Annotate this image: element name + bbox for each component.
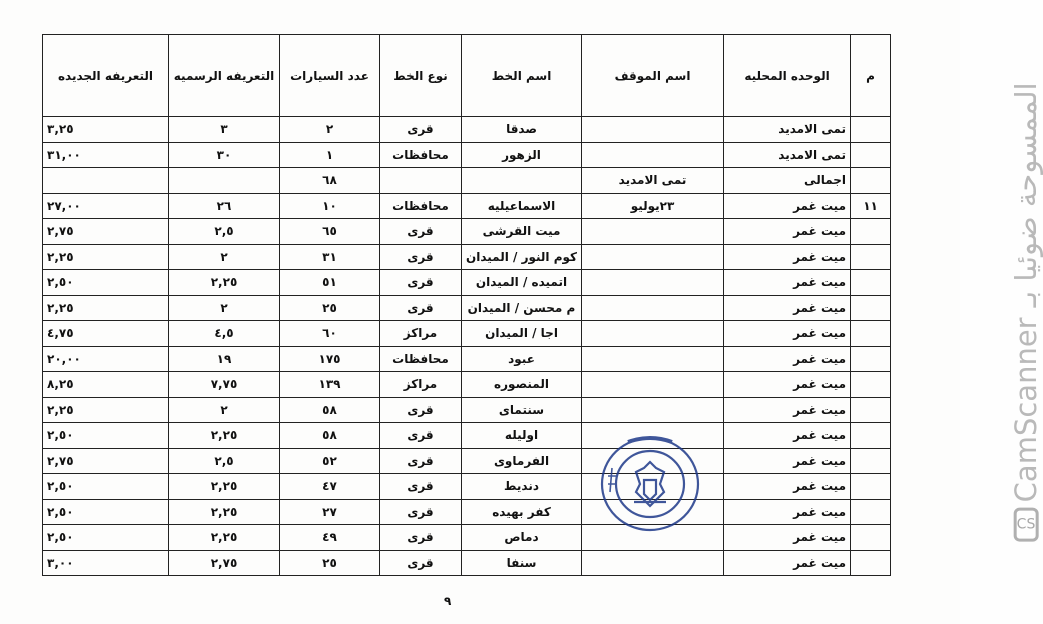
table-row <box>43 117 891 143</box>
table-row <box>43 397 891 423</box>
car-count: ١٧٥ <box>280 346 380 372</box>
table-row <box>43 244 891 270</box>
watermark-arabic: الممسوحة ضوئيا بـ <box>1009 82 1043 308</box>
line-name: دنديط <box>462 474 582 500</box>
new-tariff: ٢٧,٠٠ <box>43 193 169 219</box>
page-number: ٩ <box>444 594 452 608</box>
line-name: اجا / الميدان <box>462 321 582 347</box>
line-type: قرى <box>380 448 462 474</box>
car-count: ٦٥ <box>280 219 380 245</box>
line-type: قرى <box>380 423 462 449</box>
car-count: ٤٧ <box>280 474 380 500</box>
new-tariff: ٢,٢٥ <box>43 397 169 423</box>
row-number <box>851 525 891 551</box>
line-type: قرى <box>380 397 462 423</box>
table-row <box>43 372 891 398</box>
local-unit: ميت غمر <box>724 244 851 270</box>
line-name: سنتماى <box>462 397 582 423</box>
car-count: ١٠ <box>280 193 380 219</box>
official-tariff: ٤,٥ <box>169 321 280 347</box>
car-count: ٣١ <box>280 244 380 270</box>
line-name: الاسماعيليه <box>462 193 582 219</box>
local-unit: ميت غمر <box>724 346 851 372</box>
new-tariff: ٢,٥٠ <box>43 499 169 525</box>
car-count: ٥١ <box>280 270 380 296</box>
row-number <box>851 550 891 576</box>
local-unit: ميت غمر <box>724 550 851 576</box>
row-number <box>851 117 891 143</box>
official-tariff: ٢,٢٥ <box>169 423 280 449</box>
official-tariff: ٢,٧٥ <box>169 550 280 576</box>
new-tariff: ٣,٠٠ <box>43 550 169 576</box>
line-name: صدقا <box>462 117 582 143</box>
stop-name <box>582 346 724 372</box>
stop-name <box>582 321 724 347</box>
local-unit: ميت غمر <box>724 372 851 398</box>
local-unit: ميت غمر <box>724 525 851 551</box>
car-count: ١ <box>280 142 380 168</box>
line-type: مراكز <box>380 321 462 347</box>
line-name: دماص <box>462 525 582 551</box>
local-unit: ميت غمر <box>724 321 851 347</box>
car-count: ١٣٩ <box>280 372 380 398</box>
header-unit: الوحده المحليه <box>724 35 851 117</box>
table-row <box>43 321 891 347</box>
eagle-seal-icon <box>598 432 702 536</box>
local-unit: ميت غمر <box>724 397 851 423</box>
line-type <box>380 168 462 194</box>
new-tariff: ٣١,٠٠ <box>43 142 169 168</box>
row-number <box>851 321 891 347</box>
table-row <box>43 474 891 500</box>
official-tariff: ٢,٢٥ <box>169 525 280 551</box>
stop-name: تمى الامديد <box>582 168 724 194</box>
official-tariff: ٢,٢٥ <box>169 270 280 296</box>
row-number: ١١ <box>851 193 891 219</box>
line-type: محافظات <box>380 193 462 219</box>
new-tariff: ٣,٢٥ <box>43 117 169 143</box>
official-tariff <box>169 168 280 194</box>
line-type: قرى <box>380 270 462 296</box>
new-tariff: ٢٠,٠٠ <box>43 346 169 372</box>
new-tariff: ٢,٢٥ <box>43 295 169 321</box>
row-number <box>851 448 891 474</box>
table-header <box>43 35 891 117</box>
table-row <box>43 168 891 194</box>
stop-name <box>582 244 724 270</box>
line-type: قرى <box>380 525 462 551</box>
car-count: ٥٨ <box>280 423 380 449</box>
local-unit: ميت غمر <box>724 423 851 449</box>
line-name: كفر بهيده <box>462 499 582 525</box>
stop-name <box>582 142 724 168</box>
local-unit: ميت غمر <box>724 270 851 296</box>
local-unit: ميت غمر <box>724 474 851 500</box>
line-name: سنفا <box>462 550 582 576</box>
official-tariff: ١٩ <box>169 346 280 372</box>
line-name: كوم النور / الميدان <box>462 244 582 270</box>
row-number <box>851 423 891 449</box>
line-name: الزهور <box>462 142 582 168</box>
car-count: ٥٢ <box>280 448 380 474</box>
header-new: التعريفه الجديده <box>43 35 169 117</box>
official-tariff: ٣ <box>169 117 280 143</box>
row-number <box>851 270 891 296</box>
row-number <box>851 499 891 525</box>
official-tariff: ٢ <box>169 295 280 321</box>
stop-name: ٢٣يوليو <box>582 193 724 219</box>
local-unit: ميت غمر <box>724 193 851 219</box>
header-num: م <box>851 35 891 117</box>
row-number <box>851 168 891 194</box>
line-name <box>462 168 582 194</box>
line-type: محافظات <box>380 142 462 168</box>
official-tariff: ٢ <box>169 397 280 423</box>
official-tariff: ٢,٢٥ <box>169 499 280 525</box>
table-row <box>43 270 891 296</box>
stop-name <box>582 372 724 398</box>
row-number <box>851 372 891 398</box>
new-tariff: ٢,٥٠ <box>43 525 169 551</box>
line-name: اتميده / الميدان <box>462 270 582 296</box>
row-number <box>851 219 891 245</box>
row-number <box>851 295 891 321</box>
official-tariff: ٢,٢٥ <box>169 474 280 500</box>
new-tariff: ٢,٧٥ <box>43 448 169 474</box>
header-line-type: نوع الخط <box>380 35 462 117</box>
new-tariff: ٢,٥٠ <box>43 423 169 449</box>
table-row <box>43 193 891 219</box>
official-tariff: ٢,٥ <box>169 448 280 474</box>
car-count: ٤٩ <box>280 525 380 551</box>
car-count: ٦٠ <box>280 321 380 347</box>
car-count: ٥٨ <box>280 397 380 423</box>
camscanner-watermark <box>1009 82 1043 537</box>
stop-name <box>582 397 724 423</box>
line-type: قرى <box>380 550 462 576</box>
line-type: قرى <box>380 295 462 321</box>
car-count: ٦٨ <box>280 168 380 194</box>
watermark-brand: CamScanner <box>1009 317 1043 503</box>
official-tariff: ٢,٥ <box>169 219 280 245</box>
stop-name <box>582 117 724 143</box>
local-unit: تمى الامديد <box>724 142 851 168</box>
new-tariff <box>43 168 169 194</box>
local-unit: ميت غمر <box>724 448 851 474</box>
car-count: ٢٥ <box>280 295 380 321</box>
line-name: عبود <box>462 346 582 372</box>
new-tariff: ٨,٢٥ <box>43 372 169 398</box>
line-name: الفرماوى <box>462 448 582 474</box>
table-row <box>43 525 891 551</box>
header-official: التعريفه الرسميه <box>169 35 280 117</box>
local-unit: تمى الامديد <box>724 117 851 143</box>
line-type: قرى <box>380 474 462 500</box>
stop-name <box>582 295 724 321</box>
new-tariff: ٤,٧٥ <box>43 321 169 347</box>
table-row <box>43 346 891 372</box>
row-number <box>851 397 891 423</box>
header-stop: اسم الموقف <box>582 35 724 117</box>
stop-name <box>582 550 724 576</box>
official-tariff: ٧,٧٥ <box>169 372 280 398</box>
table-row <box>43 219 891 245</box>
row-number <box>851 142 891 168</box>
row-number <box>851 474 891 500</box>
table-row <box>43 550 891 576</box>
car-count: ٢ <box>280 117 380 143</box>
table-row <box>43 295 891 321</box>
official-tariff: ٢٦ <box>169 193 280 219</box>
line-type: قرى <box>380 219 462 245</box>
local-unit: ميت غمر <box>724 295 851 321</box>
table-row <box>43 448 891 474</box>
camscanner-logo-icon: CS <box>1014 508 1039 542</box>
line-type: قرى <box>380 117 462 143</box>
line-name: م محسن / الميدان <box>462 295 582 321</box>
tariff-table <box>42 34 891 576</box>
car-count: ٢٥ <box>280 550 380 576</box>
table-row <box>43 499 891 525</box>
new-tariff: ٢,٥٠ <box>43 270 169 296</box>
line-type: قرى <box>380 244 462 270</box>
official-tariff: ٢ <box>169 244 280 270</box>
row-number <box>851 244 891 270</box>
local-unit: ميت غمر <box>724 219 851 245</box>
stop-name <box>582 270 724 296</box>
line-name: ميت القرشى <box>462 219 582 245</box>
local-unit: اجمالى <box>724 168 851 194</box>
row-number <box>851 346 891 372</box>
line-type: مراكز <box>380 372 462 398</box>
table-row <box>43 142 891 168</box>
line-name: اوليله <box>462 423 582 449</box>
car-count: ٢٧ <box>280 499 380 525</box>
new-tariff: ٢,٥٠ <box>43 474 169 500</box>
new-tariff: ٢,٢٥ <box>43 244 169 270</box>
table-row <box>43 423 891 449</box>
stop-name <box>582 219 724 245</box>
header-cars: عدد السيارات <box>280 35 380 117</box>
line-name: المنصوره <box>462 372 582 398</box>
local-unit: ميت غمر <box>724 499 851 525</box>
official-tariff: ٣٠ <box>169 142 280 168</box>
header-line-name: اسم الخط <box>462 35 582 117</box>
line-type: قرى <box>380 499 462 525</box>
new-tariff: ٢,٧٥ <box>43 219 169 245</box>
line-type: محافظات <box>380 346 462 372</box>
table-body <box>43 117 891 576</box>
